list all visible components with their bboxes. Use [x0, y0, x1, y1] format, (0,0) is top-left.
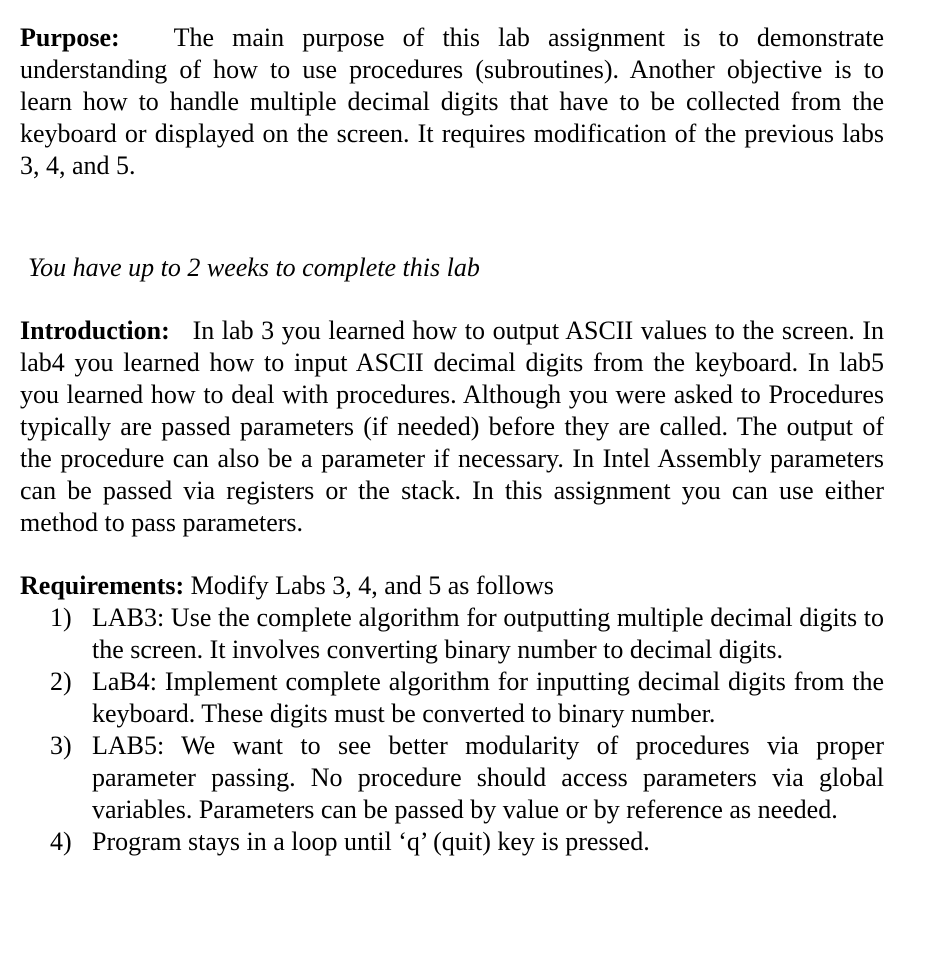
introduction-paragraph: [20, 315, 884, 539]
list-item-number: 2): [50, 667, 72, 696]
purpose-text: The main purpose of this lab assignment is to demonstrate understanding of how to use procedures (subroutines). Another objective is to learn how to handle multiple decimal digits that have to be collected from the keyboard or displayed on the screen. It requires modification of the previous labs 3, 4, and 5.: [20, 23, 885, 180]
list-item-text: LAB3: Use the complete algorithm for outputting multiple decimal digits to the screen. It involves converting binary number to decimal digits.: [92, 603, 884, 664]
requirements-list: [20, 602, 884, 858]
requirements-lead: Modify Labs 3, 4, and 5 as follows: [190, 571, 554, 600]
requirements-section: [20, 570, 884, 858]
list-item: [20, 730, 884, 826]
list-item-number: 1): [50, 603, 72, 632]
list-item-number: 4): [50, 827, 72, 856]
list-item: [20, 602, 884, 666]
deadline-note: You have up to 2 weeks to complete this lab: [28, 253, 480, 282]
list-item-number: 3): [50, 731, 72, 760]
list-item: [20, 826, 884, 858]
list-item-text: LAB5: We want to see better modularity of procedures via proper parameter passing. No procedure should access parameters via global variables. Parameters can be passed by value or by reference as needed.: [92, 731, 884, 824]
purpose-label: Purpose:: [20, 23, 120, 52]
requirements-label: Requirements:: [20, 571, 185, 600]
list-item: [20, 666, 884, 730]
introduction-text: In lab 3 you learned how to output ASCII values to the screen. In lab4 you learned how to input ASCII decimal digits from the keyboard. In lab5 you learned how to deal with procedures. Although you were asked to Procedures typically are passed parameters (if needed) before they are called. The output of the procedure can also be a parameter if necessary. In Intel Assembly parameters can be passed via registers or the stack. In this assignment you can use either method to pass parameters.: [20, 316, 885, 537]
list-item-text: LaB4: Implement complete algorithm for inputting decimal digits from the keyboard. These digits must be converted to binary number.: [92, 667, 884, 728]
purpose-paragraph: [20, 22, 884, 182]
introduction-label: Introduction:: [20, 316, 170, 345]
list-item-text: Program stays in a loop until ‘q’ (quit) key is pressed.: [92, 827, 650, 856]
requirements-heading: [20, 570, 884, 602]
